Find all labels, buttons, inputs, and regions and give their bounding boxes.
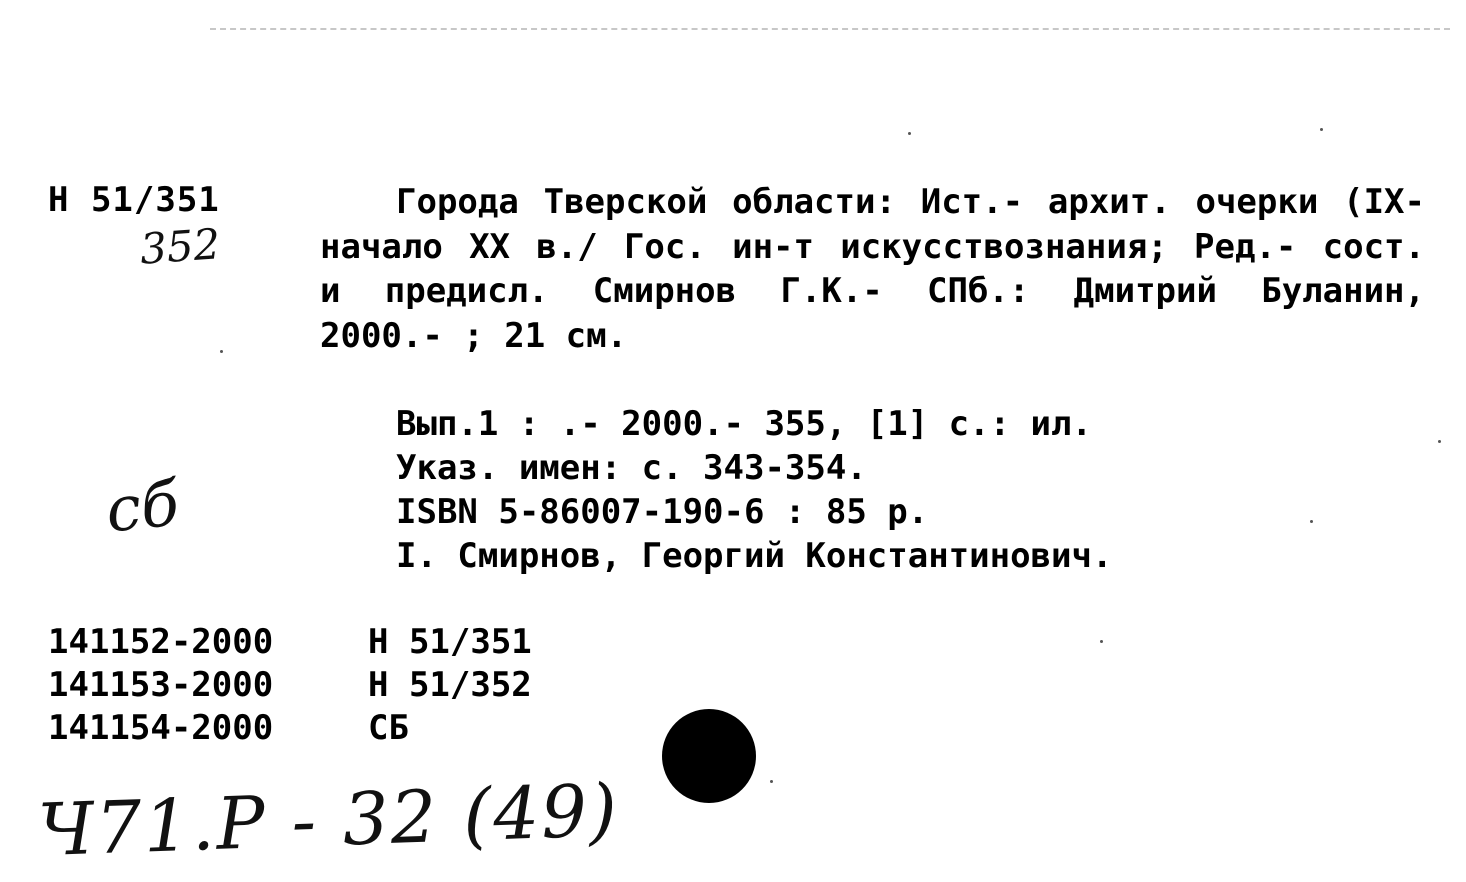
shelf-mark: Н 51/351 [48, 180, 220, 220]
inventory-row [48, 665, 532, 705]
scan-speck [1438, 440, 1441, 443]
scan-speck [1310, 520, 1313, 523]
inventory-location: Н 51/352 [368, 665, 532, 705]
scan-speck [1320, 128, 1323, 131]
handwritten-side-note: сб [102, 466, 183, 547]
inventory-number: 141152-2000 [48, 622, 274, 662]
isbn-line: ISBN 5-86007-190-6 : 85 р. [396, 492, 929, 532]
bibliographic-description: Города Тверской области: Ист.- архит. очерки (IX- начало XX в./ Гос. ин-т искусствознания; Ред.- сост. и предисл. Смирнов Г.К.- СПб.: Дмитрий Буланин, 2000.- ; 21 см. [320, 182, 1425, 356]
scan-speck [1100, 640, 1103, 643]
inventory-location: Н 51/351 [368, 622, 532, 662]
punch-hole [662, 709, 756, 803]
inventory-row [48, 708, 409, 748]
inventory-number: 141153-2000 [48, 665, 274, 705]
volume-line: Вып.1 : .- 2000.- 355, [1] с.: ил. [396, 404, 1092, 444]
index-note: Указ. имен: с. 343-354. [396, 448, 867, 488]
scan-speck [770, 780, 773, 783]
scan-artifact-line [210, 28, 1450, 30]
added-entry: I. Смирнов, Георгий Константинович. [396, 536, 1113, 576]
inventory-number: 141154-2000 [48, 708, 274, 748]
inventory-row [48, 622, 532, 662]
scan-speck [908, 132, 911, 135]
scan-speck [220, 350, 223, 353]
inventory-location: СБ [368, 708, 409, 748]
handwritten-classification: Ч71.Р - 32 (49) [36, 767, 621, 873]
handwritten-copy-number: 352 [138, 219, 222, 274]
